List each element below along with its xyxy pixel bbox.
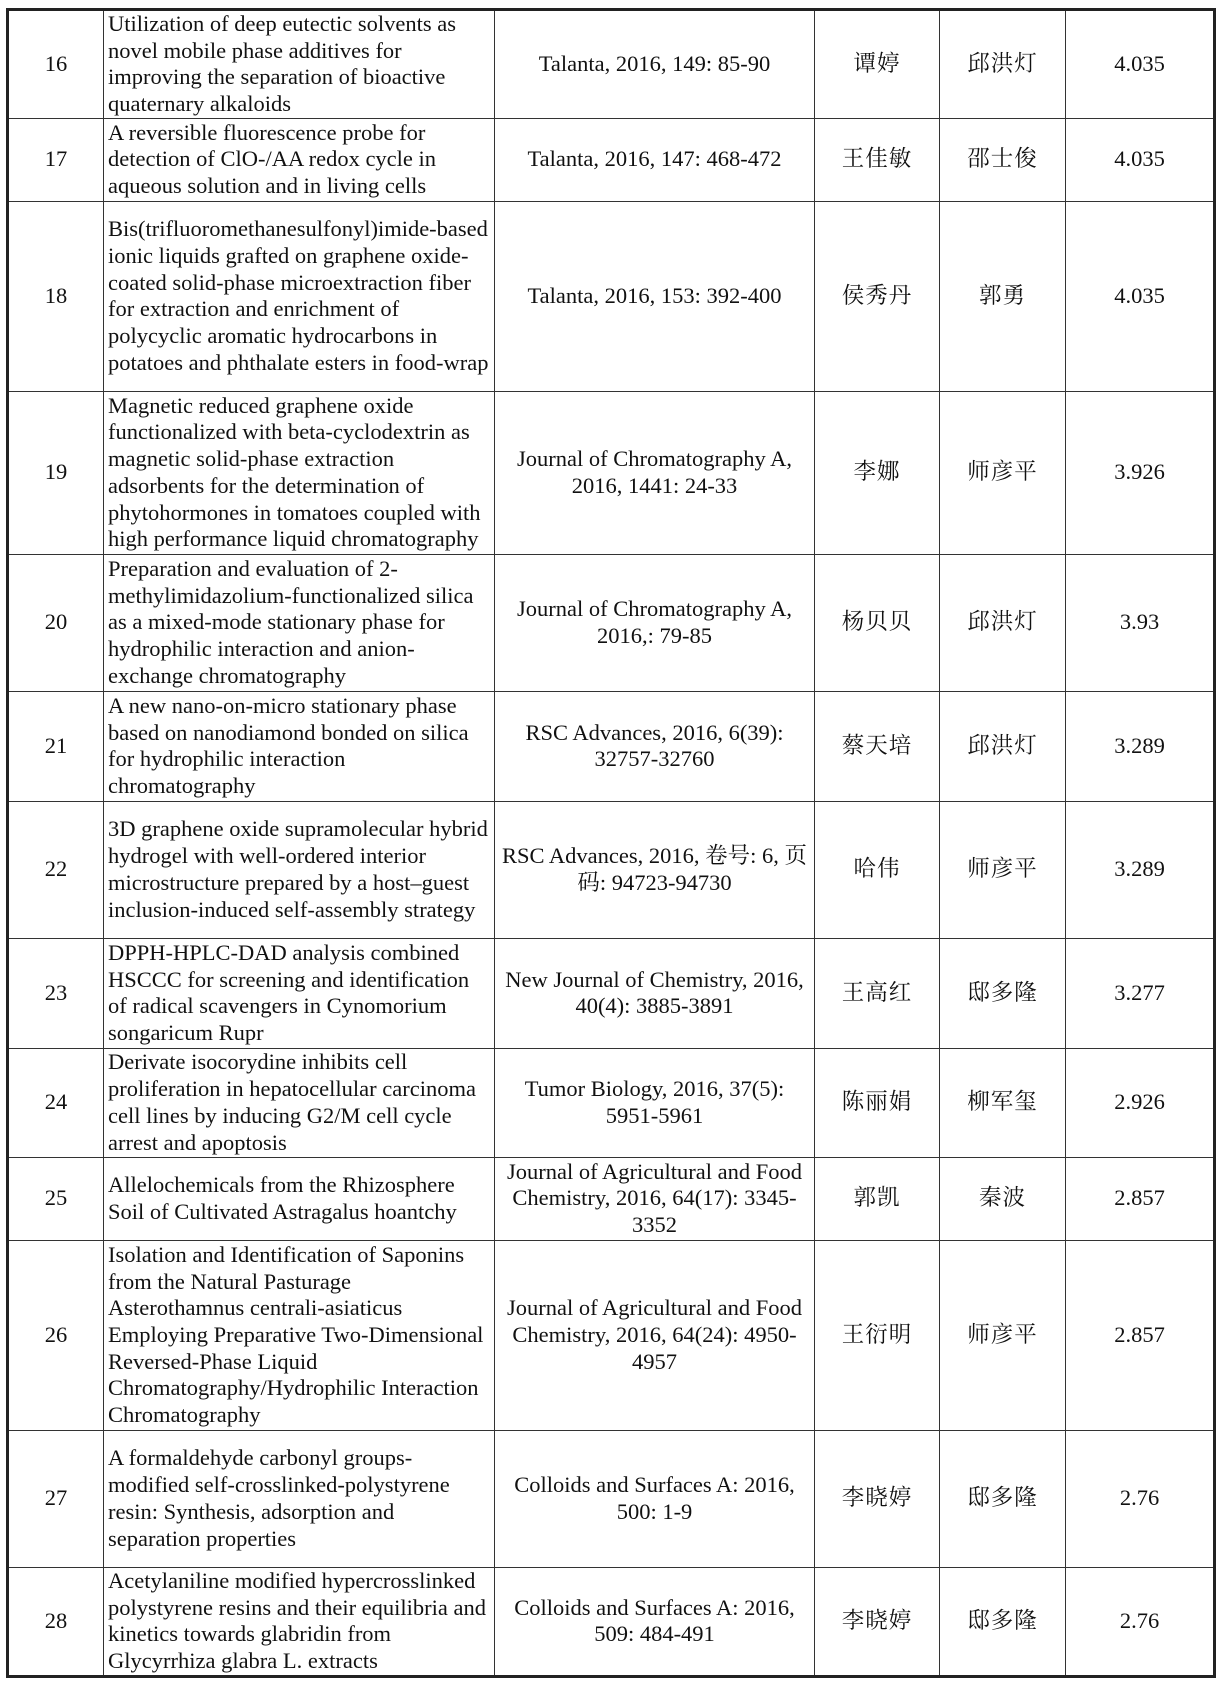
first-author: 蔡天培 xyxy=(815,691,940,801)
publications-table xyxy=(6,8,1216,1678)
paper-title: Acetylaniline modified hypercrosslinked polystyrene resins and their equilibria and kinetics towards glabridin from Glycyrrhiza glabra L. extracts xyxy=(104,1567,495,1676)
table-row xyxy=(8,118,1215,201)
impact-factor: 2.76 xyxy=(1066,1567,1215,1676)
table-row xyxy=(8,801,1215,938)
impact-factor: 2.857 xyxy=(1066,1157,1215,1240)
corresponding-author: 秦波 xyxy=(940,1157,1066,1240)
corresponding-author: 邱洪灯 xyxy=(940,10,1066,119)
table-row xyxy=(8,201,1215,391)
paper-title: A reversible fluorescence probe for detection of ClO-/AA redox cycle in aqueous solution and in living cells xyxy=(104,118,495,201)
row-number: 21 xyxy=(8,691,104,801)
row-number: 16 xyxy=(8,10,104,119)
publications-table-body xyxy=(8,10,1215,1677)
corresponding-author: 师彦平 xyxy=(940,801,1066,938)
table-row xyxy=(8,554,1215,691)
paper-title: Isolation and Identification of Saponins from the Natural Pasturage Asterothamnus centrali-asiaticus Employing Preparative Two-Dimensional Reversed-Phase Liquid Chromatography/Hydrophilic Interaction Chromatography xyxy=(104,1240,495,1430)
row-number: 24 xyxy=(8,1048,104,1157)
journal-citation: RSC Advances, 2016, 卷号: 6, 页码: 94723-94730 xyxy=(495,801,815,938)
paper-title: Utilization of deep eutectic solvents as novel mobile phase additives for improving the separation of bioactive quaternary alkaloids xyxy=(104,10,495,119)
table-row xyxy=(8,1567,1215,1676)
corresponding-author: 邸多隆 xyxy=(940,1567,1066,1676)
first-author: 谭婷 xyxy=(815,10,940,119)
journal-citation: New Journal of Chemistry, 2016, 40(4): 3885-3891 xyxy=(495,938,815,1048)
table-row xyxy=(8,391,1215,554)
journal-citation: Tumor Biology, 2016, 37(5): 5951-5961 xyxy=(495,1048,815,1157)
paper-title: A formaldehyde carbonyl groups-modified self-crosslinked-polystyrene resin: Synthesis, adsorption and separation properties xyxy=(104,1430,495,1567)
first-author: 郭凯 xyxy=(815,1157,940,1240)
journal-citation: Journal of Agricultural and Food Chemistry, 2016, 64(24): 4950-4957 xyxy=(495,1240,815,1430)
row-number: 22 xyxy=(8,801,104,938)
paper-title: Derivate isocorydine inhibits cell proliferation in hepatocellular carcinoma cell lines by inducing G2/M cell cycle arrest and apoptosis xyxy=(104,1048,495,1157)
corresponding-author: 郭勇 xyxy=(940,201,1066,391)
row-number: 28 xyxy=(8,1567,104,1676)
impact-factor: 2.926 xyxy=(1066,1048,1215,1157)
impact-factor: 2.857 xyxy=(1066,1240,1215,1430)
journal-citation: Journal of Chromatography A, 2016,: 79-85 xyxy=(495,554,815,691)
journal-citation: Colloids and Surfaces A: 2016, 509: 484-491 xyxy=(495,1567,815,1676)
corresponding-author: 邸多隆 xyxy=(940,1430,1066,1567)
paper-title: DPPH-HPLC-DAD analysis combined HSCCC for screening and identification of radical scavengers in Cynomorium songaricum Rupr xyxy=(104,938,495,1048)
impact-factor: 3.289 xyxy=(1066,801,1215,938)
impact-factor: 4.035 xyxy=(1066,10,1215,119)
corresponding-author: 邸多隆 xyxy=(940,938,1066,1048)
first-author: 李晓婷 xyxy=(815,1567,940,1676)
table-row xyxy=(8,1430,1215,1567)
impact-factor: 3.926 xyxy=(1066,391,1215,554)
corresponding-author: 邱洪灯 xyxy=(940,691,1066,801)
row-number: 27 xyxy=(8,1430,104,1567)
impact-factor: 4.035 xyxy=(1066,118,1215,201)
row-number: 17 xyxy=(8,118,104,201)
corresponding-author: 柳军玺 xyxy=(940,1048,1066,1157)
impact-factor: 2.76 xyxy=(1066,1430,1215,1567)
paper-title: 3D graphene oxide supramolecular hybrid hydrogel with well-ordered interior microstructure prepared by a host–guest inclusion-induced self-assembly strategy xyxy=(104,801,495,938)
paper-title: A new nano-on-micro stationary phase based on nanodiamond bonded on silica for hydrophilic interaction chromatography xyxy=(104,691,495,801)
first-author: 陈丽娟 xyxy=(815,1048,940,1157)
table-row xyxy=(8,691,1215,801)
row-number: 25 xyxy=(8,1157,104,1240)
impact-factor: 3.93 xyxy=(1066,554,1215,691)
table-row xyxy=(8,1048,1215,1157)
first-author: 李晓婷 xyxy=(815,1430,940,1567)
corresponding-author: 邵士俊 xyxy=(940,118,1066,201)
impact-factor: 4.035 xyxy=(1066,201,1215,391)
table-row xyxy=(8,10,1215,119)
corresponding-author: 师彦平 xyxy=(940,1240,1066,1430)
paper-title: Preparation and evaluation of 2-methylimidazolium-functionalized silica as a mixed-mode stationary phase for hydrophilic interaction and anion-exchange chromatography xyxy=(104,554,495,691)
impact-factor: 3.289 xyxy=(1066,691,1215,801)
journal-citation: Talanta, 2016, 147: 468-472 xyxy=(495,118,815,201)
journal-citation: RSC Advances, 2016, 6(39): 32757-32760 xyxy=(495,691,815,801)
journal-citation: Journal of Agricultural and Food Chemistry, 2016, 64(17): 3345-3352 xyxy=(495,1157,815,1240)
row-number: 19 xyxy=(8,391,104,554)
journal-citation: Talanta, 2016, 149: 85-90 xyxy=(495,10,815,119)
corresponding-author: 师彦平 xyxy=(940,391,1066,554)
table-row xyxy=(8,938,1215,1048)
journal-citation: Colloids and Surfaces A: 2016, 500: 1-9 xyxy=(495,1430,815,1567)
first-author: 哈伟 xyxy=(815,801,940,938)
row-number: 26 xyxy=(8,1240,104,1430)
paper-title: Magnetic reduced graphene oxide functionalized with beta-cyclodextrin as magnetic solid-phase extraction adsorbents for the determination of phytohormones in tomatoes coupled with high performance liquid chromatography xyxy=(104,391,495,554)
first-author: 王衍明 xyxy=(815,1240,940,1430)
table-row xyxy=(8,1240,1215,1430)
impact-factor: 3.277 xyxy=(1066,938,1215,1048)
first-author: 李娜 xyxy=(815,391,940,554)
journal-citation: Talanta, 2016, 153: 392-400 xyxy=(495,201,815,391)
first-author: 侯秀丹 xyxy=(815,201,940,391)
first-author: 王佳敏 xyxy=(815,118,940,201)
paper-title: Allelochemicals from the Rhizosphere Soil of Cultivated Astragalus hoantchy xyxy=(104,1157,495,1240)
table-row xyxy=(8,1157,1215,1240)
corresponding-author: 邱洪灯 xyxy=(940,554,1066,691)
first-author: 杨贝贝 xyxy=(815,554,940,691)
row-number: 18 xyxy=(8,201,104,391)
first-author: 王高红 xyxy=(815,938,940,1048)
journal-citation: Journal of Chromatography A, 2016, 1441: 24-33 xyxy=(495,391,815,554)
row-number: 23 xyxy=(8,938,104,1048)
paper-title: Bis(trifluoromethanesulfonyl)imide-based ionic liquids grafted on graphene oxide-coated solid-phase microextraction fiber for extraction and enrichment of polycyclic aromatic hydrocarbons in potatoes and phthalate esters in food-wrap xyxy=(104,201,495,391)
row-number: 20 xyxy=(8,554,104,691)
